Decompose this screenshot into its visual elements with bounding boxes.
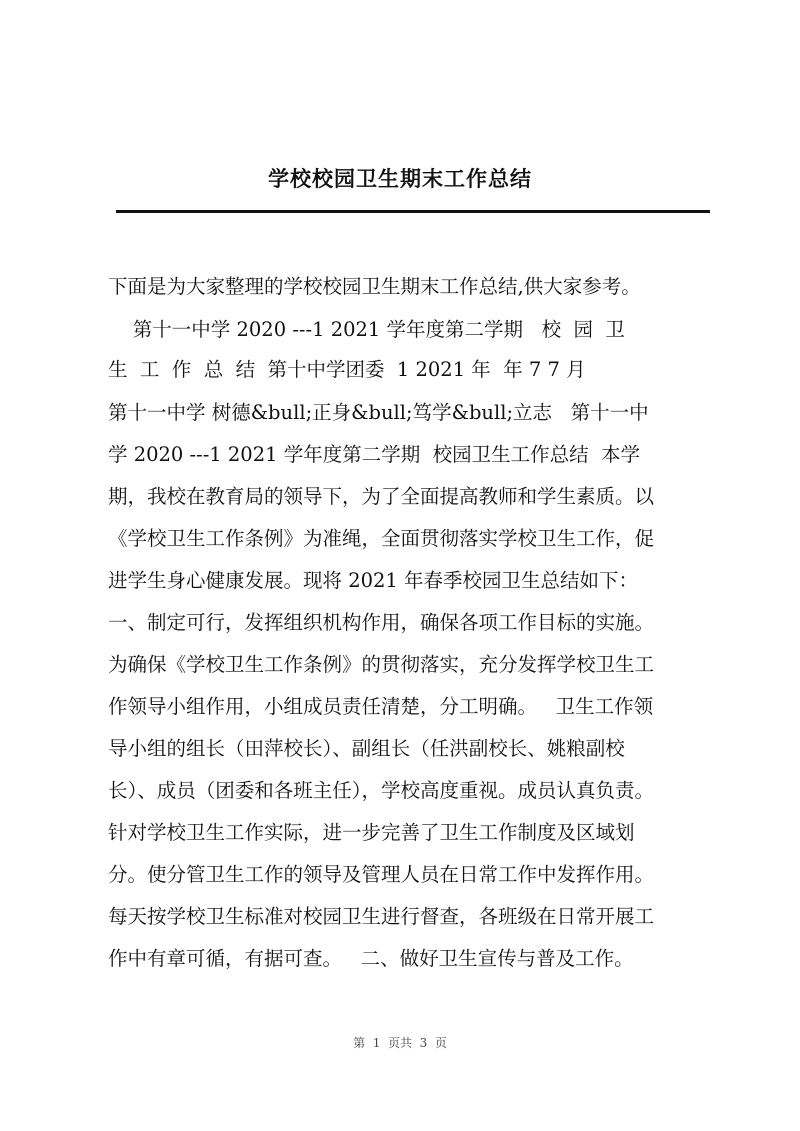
body-line: 《学校卫生工作条例》为准绳，全面贯彻落实学校卫生工作，促 (108, 527, 655, 550)
body-line: 长）、成员（团委和各班主任），学校高度重视。成员认真负责。 (108, 779, 655, 802)
title-divider (116, 210, 710, 213)
document-title: 学校校园卫生期末工作总结 (268, 166, 532, 191)
body-line: 下面是为大家整理的学校校园卫生期末工作总结,供大家参考。 (108, 275, 641, 298)
body-line: 分。使分管卫生工作的领导及管理人员在日常工作中发挥作用。 (108, 863, 655, 886)
body-line: 为确保《学校卫生工作条例》的贯彻落实，充分发挥学校卫生工 (108, 653, 655, 676)
body-line: 针对学校卫生工作实际，进一步完善了卫生工作制度及区域划 (108, 821, 635, 844)
body-line: 作领导小组作用，小组成员责任清楚，分工明确。 卫生工作领 (108, 695, 654, 718)
body-line: 期，我校在教育局的领导下，为了全面提高教师和学生素质。以 (108, 485, 655, 508)
body-line: 一、制定可行，发挥组织机构作用，确保各项工作目标的实施。 (108, 611, 655, 634)
page-number: 第 1 页共 3 页 (353, 1036, 447, 1050)
body-line: 导小组的组长（田萍校长）、副组长（任洪副校长、姚粮副校 (108, 737, 625, 760)
body-line: 生 工 作 总 结 第十中学团委 1 2021 年 年 7 7 月 (108, 358, 586, 381)
body-line: 学 2020 ---1 2021 学年度第二学期 校园卫生工作总结 本学 (108, 443, 641, 466)
body-line: 每天按学校卫生标准对校园卫生进行督查，各班级在日常开展工 (108, 905, 655, 928)
body-line: 作中有章可循，有据可查。 二、做好卫生宣传与普及工作。 (108, 947, 634, 970)
body-line: 第十一中学 2020 ---1 2021 学年度第二学期 校 园 卫 (108, 318, 625, 341)
body-line: 第十一中学 树德&bull;正身&bull;笃学&bull;立志 第十一中 (108, 401, 649, 424)
body-line: 进学生身心健康发展。现将 2021 年春季校园卫生总结如下： (108, 569, 639, 592)
